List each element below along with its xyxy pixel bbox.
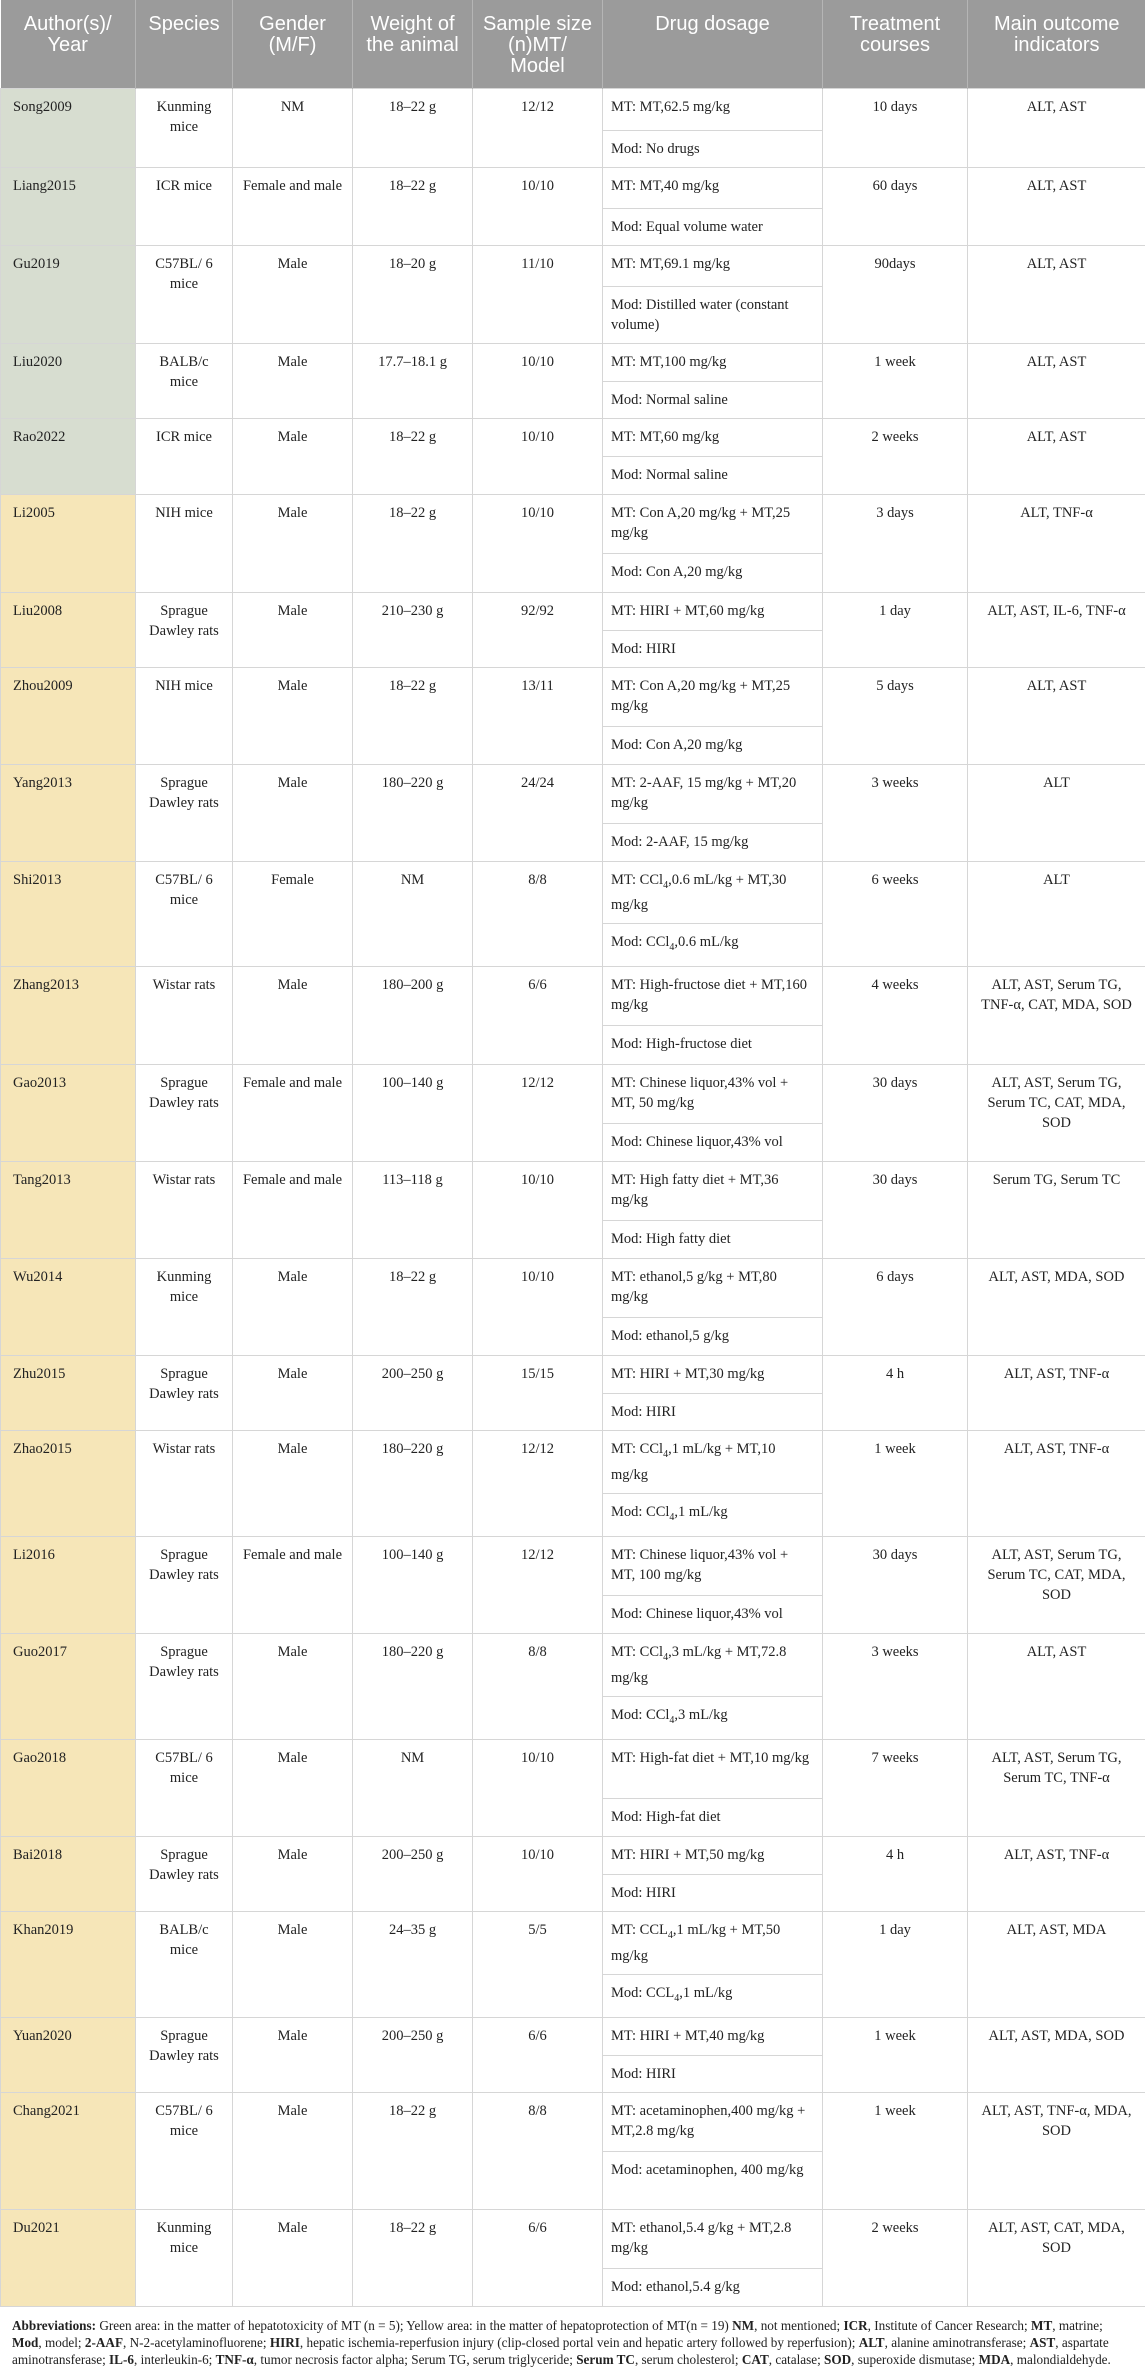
drug-dosage-mt-cell: MT: MT,69.1 mg/kg <box>603 245 823 286</box>
sample-size-cell: 10/10 <box>473 1162 603 1259</box>
abbreviation-term: ICR <box>843 2317 868 2333</box>
weight-cell: 18–22 g <box>353 88 473 167</box>
table-row <box>1 2209 1145 2268</box>
table-row <box>1 1259 1145 1318</box>
author-cell: Liu2020 <box>1 343 136 418</box>
table-row <box>1 1911 1145 1974</box>
drug-dosage-model-cell: Mod: No drugs <box>603 130 823 167</box>
weight-cell: 100–140 g <box>353 1537 473 1634</box>
sample-size-cell: 6/6 <box>473 967 603 1065</box>
table-row <box>1 245 1145 286</box>
author-cell: Wu2014 <box>1 1259 136 1356</box>
sample-size-cell: 10/10 <box>473 494 603 592</box>
drug-dosage-mt-cell: MT: High-fructose diet + MT,160 mg/kg <box>603 967 823 1026</box>
header-treatment-courses: Treatment courses <box>823 0 968 88</box>
author-cell: Gao2013 <box>1 1065 136 1162</box>
header-sample-size: Sample size (n)MT/ Model <box>473 0 603 88</box>
weight-cell: 180–220 g <box>353 764 473 861</box>
outcome-indicators-cell: ALT, AST, TNF-α <box>968 1356 1145 1431</box>
treatment-course-cell: 1 week <box>823 1431 968 1537</box>
drug-dosage-model-cell: Mod: CCl$_4$,3 mL/kg <box>603 1696 823 1739</box>
drug-dosage-model-cell: Mod: ethanol,5 g/kg <box>603 1318 823 1356</box>
drug-dosage-mt-cell: MT: HIRI + MT,40 mg/kg <box>603 2017 823 2055</box>
weight-cell: 18–22 g <box>353 667 473 764</box>
footnote-text: , not mentioned; <box>754 2317 844 2333</box>
sample-size-cell: 10/10 <box>473 1259 603 1356</box>
outcome-indicators-cell: ALT, AST <box>968 667 1145 764</box>
footnote-text: , tumor necrosis factor alpha; Serum TG, serum triglyceride; <box>253 2351 577 2367</box>
species-cell: Sprague Dawley rats <box>136 592 233 667</box>
sample-size-cell: 8/8 <box>473 1634 603 1740</box>
sample-size-cell: 10/10 <box>473 1836 603 1911</box>
author-cell: Guo2017 <box>1 1634 136 1740</box>
footnote-text: , interleukin-6; <box>133 2351 216 2367</box>
species-cell: Kunming mice <box>136 88 233 167</box>
footnote-text: , model; <box>38 2334 85 2350</box>
table-row <box>1 88 1145 130</box>
abbreviation-term: ALT <box>858 2334 885 2350</box>
drug-dosage-mt-cell: MT: MT,62.5 mg/kg <box>603 88 823 130</box>
table-row <box>1 2092 1145 2151</box>
sample-size-cell: 8/8 <box>473 2092 603 2209</box>
drug-dosage-mt-cell: MT: HIRI + MT,30 mg/kg <box>603 1356 823 1394</box>
footnote-text: , alanine aminotransferase; <box>884 2334 1030 2350</box>
footnote-text: , aspartate aminotransferase; <box>12 2334 1109 2367</box>
outcome-indicators-cell: ALT, AST, MDA, SOD <box>968 2017 1145 2092</box>
weight-cell: 18–20 g <box>353 245 473 343</box>
gender-cell: Male <box>233 1836 353 1911</box>
outcome-indicators-cell: ALT, AST, TNF-α <box>968 1836 1145 1911</box>
drug-dosage-mt-cell: MT: 2-AAF, 15 mg/kg + MT,20 mg/kg <box>603 764 823 823</box>
table-row <box>1 1537 1145 1596</box>
abbreviation-term: AST <box>1029 2334 1056 2350</box>
outcome-indicators-cell: ALT, AST, Serum TG, Serum TC, CAT, MDA, SOD <box>968 1537 1145 1634</box>
outcome-indicators-cell: ALT, AST <box>968 245 1145 343</box>
species-cell: Sprague Dawley rats <box>136 1065 233 1162</box>
drug-dosage-model-cell: Mod: Con A,20 mg/kg <box>603 553 823 592</box>
outcome-indicators-cell: ALT, AST, Serum TG, TNF-α, CAT, MDA, SOD <box>968 967 1145 1065</box>
drug-dosage-model-cell: Mod: ethanol,5.4 g/kg <box>603 2268 823 2306</box>
gender-cell: Male <box>233 764 353 861</box>
outcome-indicators-cell: ALT, AST <box>968 167 1145 245</box>
treatment-course-cell: 1 week <box>823 343 968 418</box>
weight-cell: 18–22 g <box>353 167 473 245</box>
weight-cell: 17.7–18.1 g <box>353 343 473 418</box>
outcome-indicators-cell: ALT, TNF-α <box>968 494 1145 592</box>
treatment-course-cell: 1 day <box>823 592 968 667</box>
outcome-indicators-cell: ALT, AST, IL-6, TNF-α <box>968 592 1145 667</box>
sample-size-cell: 92/92 <box>473 592 603 667</box>
species-cell: Sprague Dawley rats <box>136 1836 233 1911</box>
abbreviation-term: HIRI <box>269 2334 300 2350</box>
species-cell: Kunming mice <box>136 1259 233 1356</box>
drug-dosage-model-cell: Mod: Chinese liquor,43% vol <box>603 1596 823 1634</box>
sample-size-cell: 13/11 <box>473 667 603 764</box>
drug-dosage-model-cell: Mod: HIRI <box>603 1394 823 1431</box>
treatment-course-cell: 5 days <box>823 667 968 764</box>
drug-dosage-model-cell: Mod: acetaminophen, 400 mg/kg <box>603 2151 823 2209</box>
treatment-course-cell: 3 days <box>823 494 968 592</box>
weight-cell: 200–250 g <box>353 1356 473 1431</box>
outcome-indicators-cell: ALT, AST, Serum TG, Serum TC, CAT, MDA, SOD <box>968 1065 1145 1162</box>
treatment-course-cell: 10 days <box>823 88 968 167</box>
treatment-course-cell: 4 weeks <box>823 967 968 1065</box>
treatment-course-cell: 30 days <box>823 1065 968 1162</box>
drug-dosage-mt-cell: MT: ethanol,5 g/kg + MT,80 mg/kg <box>603 1259 823 1318</box>
species-cell: BALB/c mice <box>136 343 233 418</box>
weight-cell: 180–200 g <box>353 967 473 1065</box>
author-cell: Liu2008 <box>1 592 136 667</box>
treatment-course-cell: 6 days <box>823 1259 968 1356</box>
drug-dosage-model-cell: Mod: CCl$_4$,0.6 mL/kg <box>603 924 823 967</box>
treatment-course-cell: 1 week <box>823 2092 968 2209</box>
abbreviation-term: Mod <box>12 2334 39 2350</box>
header-weight: Weight of the animal <box>353 0 473 88</box>
weight-cell: 180–220 g <box>353 1634 473 1740</box>
species-cell: C57BL/ 6 mice <box>136 861 233 967</box>
abbreviation-term: MDA <box>978 2351 1011 2367</box>
drug-dosage-model-cell: Mod: HIRI <box>603 1874 823 1911</box>
table-row <box>1 343 1145 381</box>
author-cell: Liang2015 <box>1 167 136 245</box>
footnote-text: , serum cholesterol; <box>634 2351 742 2367</box>
author-cell: Song2009 <box>1 88 136 167</box>
drug-dosage-mt-cell: MT: HIRI + MT,60 mg/kg <box>603 592 823 630</box>
weight-cell: 200–250 g <box>353 2017 473 2092</box>
sample-size-cell: 11/10 <box>473 245 603 343</box>
table-row <box>1 494 1145 553</box>
drug-dosage-model-cell: Mod: High-fat diet <box>603 1798 823 1836</box>
gender-cell: Male <box>233 418 353 494</box>
author-cell: Shi2013 <box>1 861 136 967</box>
footnote-text: , malondialdehyde. <box>1010 2351 1111 2367</box>
drug-dosage-mt-cell: MT: MT,60 mg/kg <box>603 418 823 456</box>
abbreviation-term: Serum TC <box>576 2351 635 2367</box>
table-row <box>1 592 1145 630</box>
treatment-course-cell: 3 weeks <box>823 1634 968 1740</box>
treatment-course-cell: 60 days <box>823 167 968 245</box>
species-cell: Kunming mice <box>136 2209 233 2306</box>
species-cell: Sprague Dawley rats <box>136 1356 233 1431</box>
drug-dosage-mt-cell: MT: ethanol,5.4 g/kg + MT,2.8 mg/kg <box>603 2209 823 2268</box>
outcome-indicators-cell: ALT, AST <box>968 88 1145 167</box>
treatment-course-cell: 4 h <box>823 1356 968 1431</box>
drug-dosage-mt-cell: MT: CCl$_4$,0.6 mL/kg + MT,30 mg/kg <box>603 861 823 924</box>
table-row <box>1 764 1145 823</box>
drug-dosage-model-cell: Mod: HIRI <box>603 630 823 667</box>
sample-size-cell: 8/8 <box>473 861 603 967</box>
author-cell: Zhao2015 <box>1 1431 136 1537</box>
species-cell: Wistar rats <box>136 967 233 1065</box>
abbreviation-term: SOD <box>824 2351 852 2367</box>
abbreviation-term: 2-AAF <box>84 2334 123 2350</box>
treatment-course-cell: 2 weeks <box>823 418 968 494</box>
gender-cell: Female <box>233 861 353 967</box>
drug-dosage-mt-cell: MT: Con A,20 mg/kg + MT,25 mg/kg <box>603 667 823 726</box>
species-cell: Sprague Dawley rats <box>136 1537 233 1634</box>
table-row <box>1 2017 1145 2055</box>
table-body <box>1 88 1145 2306</box>
species-cell: BALB/c mice <box>136 1911 233 2017</box>
weight-cell: NM <box>353 861 473 967</box>
gender-cell: Female and male <box>233 1065 353 1162</box>
sample-size-cell: 12/12 <box>473 1431 603 1537</box>
gender-cell: Male <box>233 343 353 418</box>
author-cell: Li2005 <box>1 494 136 592</box>
table-row <box>1 861 1145 924</box>
weight-cell: 24–35 g <box>353 1911 473 2017</box>
footnote-text: , hepatic ischemia-reperfusion injury (clip-closed portal vein and hepatic artery followed by reperfusion); <box>299 2334 859 2350</box>
header-outcome-indicators: Main outcome indicators <box>968 0 1145 88</box>
treatment-course-cell: 2 weeks <box>823 2209 968 2306</box>
drug-dosage-mt-cell: MT: CCl$_4$,1 mL/kg + MT,10 mg/kg <box>603 1431 823 1494</box>
weight-cell: 180–220 g <box>353 1431 473 1537</box>
gender-cell: Male <box>233 245 353 343</box>
gender-cell: Male <box>233 1259 353 1356</box>
sample-size-cell: 10/10 <box>473 167 603 245</box>
table-row <box>1 1431 1145 1494</box>
sample-size-cell: 12/12 <box>473 1537 603 1634</box>
footnote-text: Green area: in the matter of hepatotoxicity of MT (n = 5); Yellow area: in the matter of hepatoprotection of MT(n = 19) <box>99 2317 733 2333</box>
drug-dosage-mt-cell: MT: Chinese liquor,43% vol + MT, 50 mg/kg <box>603 1065 823 1124</box>
table-row <box>1 418 1145 456</box>
drug-dosage-mt-cell: MT: $CCL_4,1$ mL/kg + MT,50 mg/kg <box>603 1911 823 1974</box>
table-row <box>1 967 1145 1026</box>
gender-cell: Male <box>233 1356 353 1431</box>
drug-dosage-mt-cell: MT: acetaminophen,400 mg/kg + MT,2.8 mg/kg <box>603 2092 823 2151</box>
outcome-indicators-cell: ALT <box>968 861 1145 967</box>
table-row <box>1 1065 1145 1124</box>
outcome-indicators-cell: ALT, AST, MDA <box>968 1911 1145 2017</box>
species-cell: NIH mice <box>136 494 233 592</box>
drug-dosage-mt-cell: MT: MT,100 mg/kg <box>603 343 823 381</box>
treatment-course-cell: 30 days <box>823 1162 968 1259</box>
table-row <box>1 1634 1145 1697</box>
sample-size-cell: 24/24 <box>473 764 603 861</box>
species-cell: C57BL/ 6 mice <box>136 245 233 343</box>
author-cell: Rao2022 <box>1 418 136 494</box>
weight-cell: 18–22 g <box>353 2209 473 2306</box>
author-cell: Li2016 <box>1 1537 136 1634</box>
author-cell: Yang2013 <box>1 764 136 861</box>
species-cell: C57BL/ 6 mice <box>136 2092 233 2209</box>
author-cell: Zhang2013 <box>1 967 136 1065</box>
outcome-indicators-cell: ALT <box>968 764 1145 861</box>
sample-size-cell: 10/10 <box>473 343 603 418</box>
treatment-course-cell: 6 weeks <box>823 861 968 967</box>
drug-dosage-model-cell: Mod: $CCL_4,1$ mL/kg <box>603 1974 823 2017</box>
gender-cell: Male <box>233 2092 353 2209</box>
gender-cell: Male <box>233 2017 353 2092</box>
species-cell: Wistar rats <box>136 1431 233 1537</box>
author-cell: Bai2018 <box>1 1836 136 1911</box>
drug-dosage-mt-cell: MT: MT,40 mg/kg <box>603 167 823 208</box>
outcome-indicators-cell: ALT, AST <box>968 418 1145 494</box>
drug-dosage-mt-cell: MT: Chinese liquor,43% vol + MT, 100 mg/kg <box>603 1537 823 1596</box>
abbreviation-term: CAT <box>741 2351 769 2367</box>
table-row <box>1 1356 1145 1394</box>
gender-cell: Male <box>233 592 353 667</box>
gender-cell: NM <box>233 88 353 167</box>
weight-cell: 18–22 g <box>353 418 473 494</box>
species-cell: ICR mice <box>136 167 233 245</box>
treatment-course-cell: 1 week <box>823 2017 968 2092</box>
gender-cell: Male <box>233 1431 353 1537</box>
weight-cell: 18–22 g <box>353 1259 473 1356</box>
author-cell: Gu2019 <box>1 245 136 343</box>
outcome-indicators-cell: ALT, AST <box>968 1634 1145 1740</box>
weight-cell: 210–230 g <box>353 592 473 667</box>
outcome-indicators-cell: ALT, AST, TNF-α, MDA, SOD <box>968 2092 1145 2209</box>
author-cell: Khan2019 <box>1 1911 136 2017</box>
drug-dosage-model-cell: Mod: Distilled water (constant volume) <box>603 286 823 343</box>
gender-cell: Male <box>233 1739 353 1836</box>
weight-cell: 18–22 g <box>353 2092 473 2209</box>
table-row <box>1 1836 1145 1874</box>
drug-dosage-mt-cell: MT: CCl$_4$,3 mL/kg + MT,72.8 mg/kg <box>603 1634 823 1697</box>
sample-size-cell: 5/5 <box>473 1911 603 2017</box>
gender-cell: Male <box>233 1911 353 2017</box>
outcome-indicators-cell: Serum TG, Serum TC <box>968 1162 1145 1259</box>
header-row <box>1 0 1145 88</box>
header-species: Species <box>136 0 233 88</box>
drug-dosage-model-cell: Mod: 2-AAF, 15 mg/kg <box>603 823 823 861</box>
abbreviation-term: NM <box>732 2317 755 2333</box>
footnote-text: , superoxide dismutase; <box>851 2351 979 2367</box>
gender-cell: Male <box>233 667 353 764</box>
drug-dosage-mt-cell: MT: High fatty diet + MT,36 mg/kg <box>603 1162 823 1221</box>
drug-dosage-model-cell: Mod: HIRI <box>603 2055 823 2092</box>
author-cell: Gao2018 <box>1 1739 136 1836</box>
species-cell: NIH mice <box>136 667 233 764</box>
gender-cell: Male <box>233 967 353 1065</box>
outcome-indicators-cell: ALT, AST <box>968 343 1145 418</box>
drug-dosage-model-cell: Mod: Equal volume water <box>603 208 823 245</box>
sample-size-cell: 15/15 <box>473 1356 603 1431</box>
treatment-course-cell: 30 days <box>823 1537 968 1634</box>
sample-size-cell: 10/10 <box>473 1739 603 1836</box>
author-cell: Zhu2015 <box>1 1356 136 1431</box>
author-cell: Tang2013 <box>1 1162 136 1259</box>
table-row <box>1 667 1145 726</box>
drug-dosage-mt-cell: MT: HIRI + MT,50 mg/kg <box>603 1836 823 1874</box>
gender-cell: Female and male <box>233 1162 353 1259</box>
species-cell: Sprague Dawley rats <box>136 1634 233 1740</box>
gender-cell: Male <box>233 1634 353 1740</box>
drug-dosage-model-cell: Mod: Normal saline <box>603 456 823 494</box>
weight-cell: NM <box>353 1739 473 1836</box>
drug-dosage-mt-cell: MT: High-fat diet + MT,10 mg/kg <box>603 1739 823 1798</box>
footnote-text: , matrine; <box>1052 2317 1103 2333</box>
treatment-course-cell: 1 day <box>823 1911 968 2017</box>
sample-size-cell: 6/6 <box>473 2209 603 2306</box>
drug-dosage-model-cell: Mod: High-fructose diet <box>603 1026 823 1065</box>
species-cell: ICR mice <box>136 418 233 494</box>
abbreviation-term: MT <box>1031 2317 1053 2333</box>
treatment-course-cell: 4 h <box>823 1836 968 1911</box>
abbreviation-term: IL-6 <box>109 2351 134 2367</box>
gender-cell: Male <box>233 2209 353 2306</box>
weight-cell: 18–22 g <box>353 494 473 592</box>
species-cell: Wistar rats <box>136 1162 233 1259</box>
species-cell: Sprague Dawley rats <box>136 764 233 861</box>
header-gender: Gender (M/F) <box>233 0 353 88</box>
footnote-text: Abbreviations: <box>12 2317 100 2333</box>
treatment-course-cell: 7 weeks <box>823 1739 968 1836</box>
outcome-indicators-cell: ALT, AST, CAT, MDA, SOD <box>968 2209 1145 2306</box>
drug-dosage-model-cell: Mod: High fatty diet <box>603 1221 823 1259</box>
abbreviations-footnote <box>0 2307 1145 2368</box>
drug-dosage-model-cell: Mod: Normal saline <box>603 381 823 418</box>
gender-cell: Male <box>233 494 353 592</box>
drug-dosage-mt-cell: MT: Con A,20 mg/kg + MT,25 mg/kg <box>603 494 823 553</box>
header-drug-dosage: Drug dosage <box>603 0 823 88</box>
footnote-text: , N-2-acetylaminofluorene; <box>123 2334 270 2350</box>
outcome-indicators-cell: ALT, AST, MDA, SOD <box>968 1259 1145 1356</box>
author-cell: Zhou2009 <box>1 667 136 764</box>
table-row <box>1 167 1145 208</box>
weight-cell: 200–250 g <box>353 1836 473 1911</box>
weight-cell: 100–140 g <box>353 1065 473 1162</box>
species-cell: C57BL/ 6 mice <box>136 1739 233 1836</box>
table-row <box>1 1739 1145 1798</box>
footnote-text: , catalase; <box>768 2351 825 2367</box>
author-cell: Yuan2020 <box>1 2017 136 2092</box>
treatment-course-cell: 90days <box>823 245 968 343</box>
treatment-course-cell: 3 weeks <box>823 764 968 861</box>
outcome-indicators-cell: ALT, AST, TNF-α <box>968 1431 1145 1537</box>
author-cell: Chang2021 <box>1 2092 136 2209</box>
abbreviation-term: TNF-α <box>215 2351 254 2367</box>
table-row <box>1 1162 1145 1221</box>
footnote-text: , Institute of Cancer Research; <box>867 2317 1031 2333</box>
sample-size-cell: 12/12 <box>473 88 603 167</box>
header-author: Author(s)/ Year <box>1 0 136 88</box>
sample-size-cell: 12/12 <box>473 1065 603 1162</box>
drug-dosage-model-cell: Mod: Chinese liquor,43% vol <box>603 1124 823 1162</box>
drug-dosage-model-cell: Mod: CCl$_4$,1 mL/kg <box>603 1494 823 1537</box>
sample-size-cell: 10/10 <box>473 418 603 494</box>
outcome-indicators-cell: ALT, AST, Serum TG, Serum TC, TNF-α <box>968 1739 1145 1836</box>
sample-size-cell: 6/6 <box>473 2017 603 2092</box>
author-cell: Du2021 <box>1 2209 136 2306</box>
species-cell: Sprague Dawley rats <box>136 2017 233 2092</box>
gender-cell: Female and male <box>233 167 353 245</box>
drug-dosage-model-cell: Mod: Con A,20 mg/kg <box>603 726 823 764</box>
gender-cell: Female and male <box>233 1537 353 1634</box>
weight-cell: 113–118 g <box>353 1162 473 1259</box>
